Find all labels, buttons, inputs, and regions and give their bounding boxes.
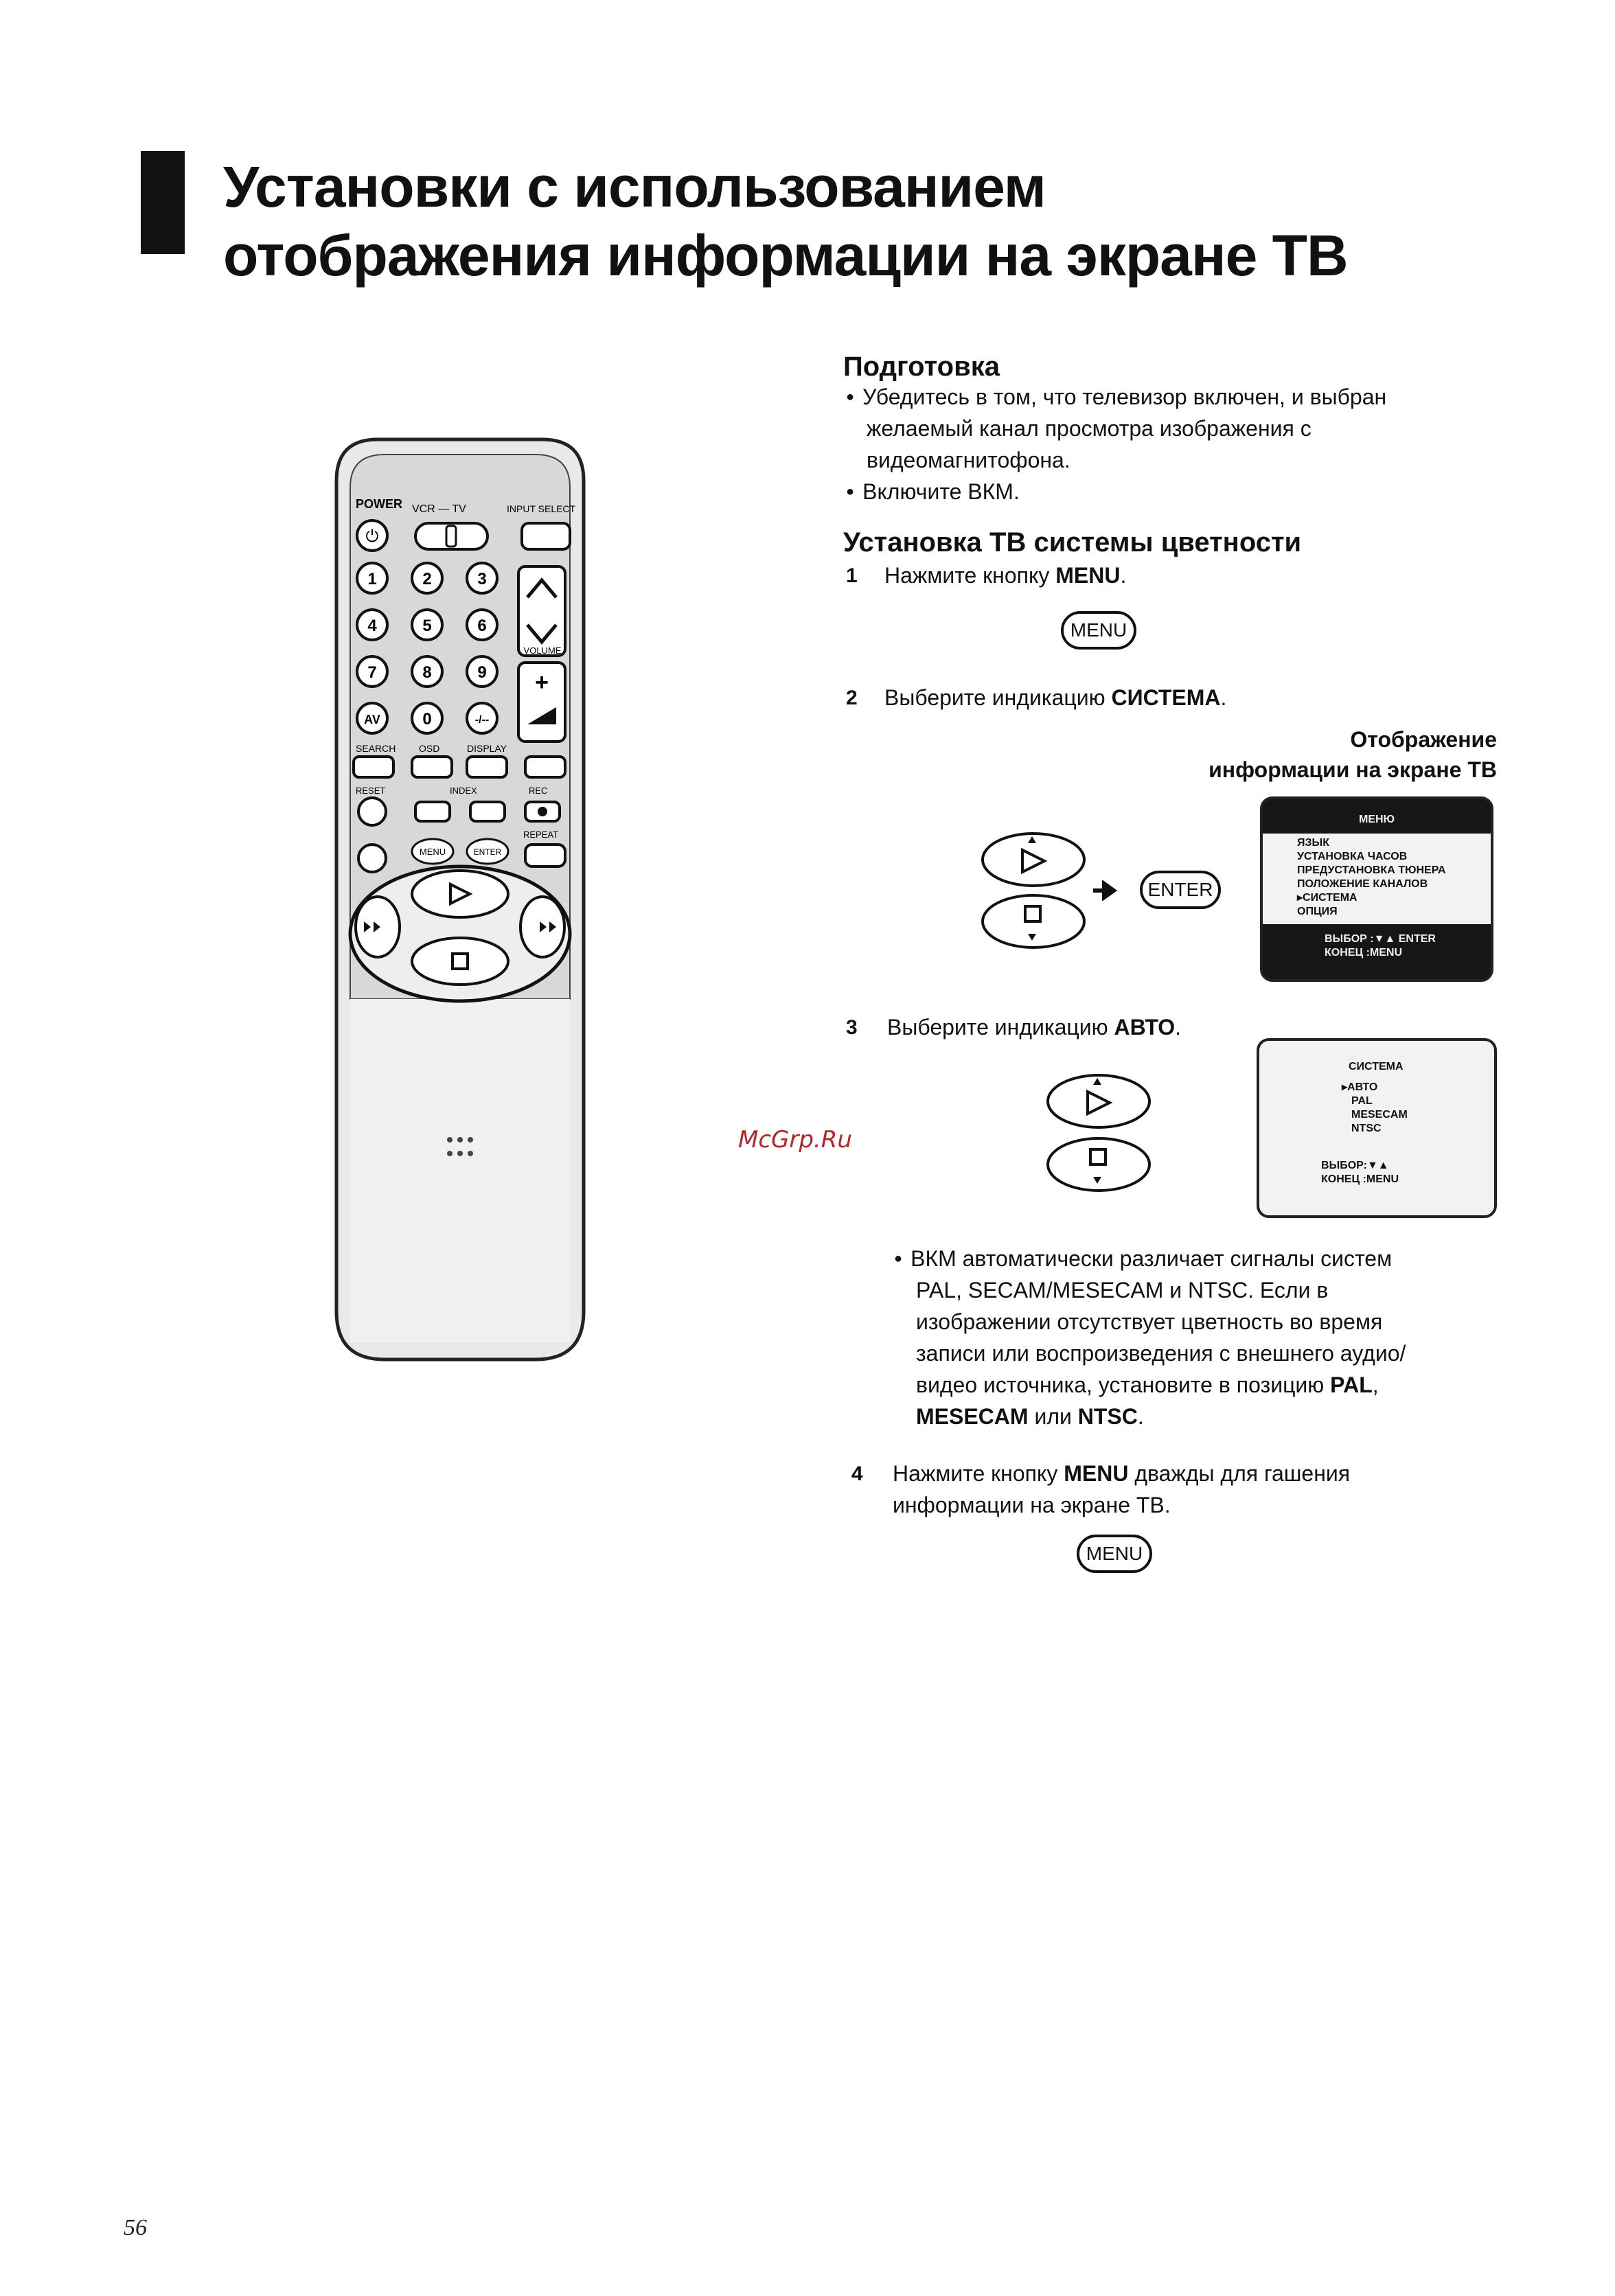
step-4-number: 4 — [851, 1462, 863, 1485]
step-3-text: Выберите индикацию АВТО. — [887, 1015, 1181, 1040]
arrow-right-icon — [1092, 880, 1122, 901]
svg-text:+: + — [535, 669, 549, 696]
note-line-4: записи или воспроизведения с внешнего аудио/ — [916, 1341, 1406, 1366]
remote-search-label: SEARCH — [356, 743, 396, 754]
menu-button-step-1[interactable]: MENU — [1061, 611, 1136, 650]
screen1-item: ОПЦИЯ — [1297, 906, 1338, 917]
menu-button-step-4[interactable]: MENU — [1077, 1535, 1152, 1573]
section-heading: Установка ТВ системы цветности — [843, 527, 1302, 558]
screen2-title: СИСТЕМА — [1349, 1061, 1404, 1072]
remote-repeat-label: REPEAT — [523, 829, 559, 840]
screen1-footer-1: ВЫБОР :▼▲ ENTER — [1325, 933, 1436, 945]
page-title — [223, 152, 1348, 290]
remote-rec-label: REC — [529, 785, 548, 796]
remote-vcr-tv-label: VCR — TV — [412, 503, 466, 515]
remote-index-label: INDEX — [450, 785, 477, 796]
svg-text:4: 4 — [367, 617, 377, 635]
screen1-item: УСТАНОВКА ЧАСОВ — [1297, 851, 1408, 862]
title-line-1: Установки с использованием — [223, 154, 1046, 219]
remote-enter-label: ENTER — [473, 847, 502, 857]
svg-text:AV: AV — [364, 713, 380, 726]
remote-reset-label: RESET — [356, 785, 386, 796]
remote-power-label: POWER — [356, 497, 403, 511]
screen2-item: MESECAM — [1351, 1109, 1408, 1121]
osd-screen-system — [1257, 1038, 1497, 1218]
svg-text:7: 7 — [367, 663, 377, 682]
remote-menu-label: MENU — [419, 847, 446, 857]
step-1-text: Нажмите кнопку MENU. — [884, 563, 1127, 588]
screen1-item-selected: ▸СИСТЕМА — [1297, 892, 1358, 904]
page-number: 56 — [124, 2215, 147, 2240]
note-line-2: PAL, SECAM/MESECAM и NTSC. Если в — [916, 1278, 1329, 1302]
step-1-number: 1 — [846, 564, 858, 587]
remote-osd-label: OSD — [419, 743, 440, 754]
enter-button[interactable]: ENTER — [1140, 871, 1221, 909]
nav-up-key-icon[interactable] — [1044, 1071, 1154, 1132]
nav-down-key-icon[interactable] — [1044, 1134, 1154, 1195]
note-line-1: ● ВКМ автоматически различает сигналы систем — [894, 1243, 1392, 1278]
svg-text:⏻: ⏻ — [365, 527, 379, 546]
title-marker-bar — [141, 151, 185, 254]
osd-caption: Отображение информации на экране ТВ — [1209, 727, 1497, 782]
svg-text:1: 1 — [367, 570, 377, 588]
screen1-footer-2: КОНЕЦ :MENU — [1325, 947, 1403, 958]
step-3-number: 3 — [846, 1016, 858, 1039]
screen2-footer-1: ВЫБОР:▼▲ — [1321, 1160, 1389, 1171]
screen1-item: ПРЕДУСТАНОВКА ТЮНЕРА — [1297, 864, 1446, 876]
note-line-3: изображении отсутствует цветность во время — [916, 1309, 1383, 1334]
preparation-bullet-1-line-1: ● Убедитесь в том, что телевизор включен, и выбран — [846, 381, 1386, 416]
svg-text:0: 0 — [422, 710, 432, 728]
preparation-heading: Подготовка — [843, 352, 1000, 382]
step-4-line-2: информации на экране ТВ. — [893, 1493, 1171, 1517]
note-line-6: MESECAM или NTSC. — [916, 1404, 1144, 1429]
step-2-number: 2 — [846, 687, 858, 709]
screen2-item-selected: ▸АВТО — [1342, 1081, 1378, 1093]
svg-text:6: 6 — [477, 617, 487, 635]
svg-text:-/--: -/-- — [474, 714, 490, 726]
note-line-5: видео источника, установите в позицию PAL, — [916, 1373, 1379, 1397]
screen2-item: PAL — [1351, 1095, 1373, 1107]
screen2-footer-2: КОНЕЦ :MENU — [1321, 1173, 1399, 1185]
nav-up-key-icon[interactable] — [978, 829, 1088, 890]
screen1-title: МЕНЮ — [1359, 814, 1395, 825]
remote-display-label: DISPLAY — [467, 743, 507, 754]
preparation-bullet-1-line-2: желаемый канал просмотра изображения с — [867, 416, 1312, 441]
nav-down-key-icon[interactable] — [978, 891, 1088, 952]
svg-text:2: 2 — [422, 570, 432, 588]
title-line-2: отображения информации на экране ТВ — [223, 223, 1348, 288]
screen1-item: ПОЛОЖЕНИЕ КАНАЛОВ — [1297, 878, 1428, 890]
osd-screen-menu — [1260, 796, 1493, 982]
svg-text:8: 8 — [422, 663, 432, 682]
screen2-item: NTSC — [1351, 1123, 1382, 1134]
step-2-text: Выберите индикацию СИСТЕМА. — [884, 685, 1227, 710]
remote-volume-label: VOLUME — [523, 645, 562, 656]
step-4-line-1: Нажмите кнопку MENU дважды для гашения — [893, 1461, 1351, 1486]
preparation-bullet-1-line-3: видеомагнитофона. — [867, 448, 1070, 472]
svg-text:9: 9 — [477, 663, 487, 682]
screen1-item: ЯЗЫК — [1297, 837, 1329, 849]
svg-text:3: 3 — [477, 570, 487, 588]
preparation-bullet-2: ● Включите ВКМ. — [846, 476, 1020, 511]
remote-control-illustration — [323, 433, 597, 1373]
svg-text:5: 5 — [422, 617, 432, 635]
remote-input-select-label: INPUT SELECT — [507, 503, 576, 514]
watermark: McGrp.Ru — [738, 1126, 852, 1153]
